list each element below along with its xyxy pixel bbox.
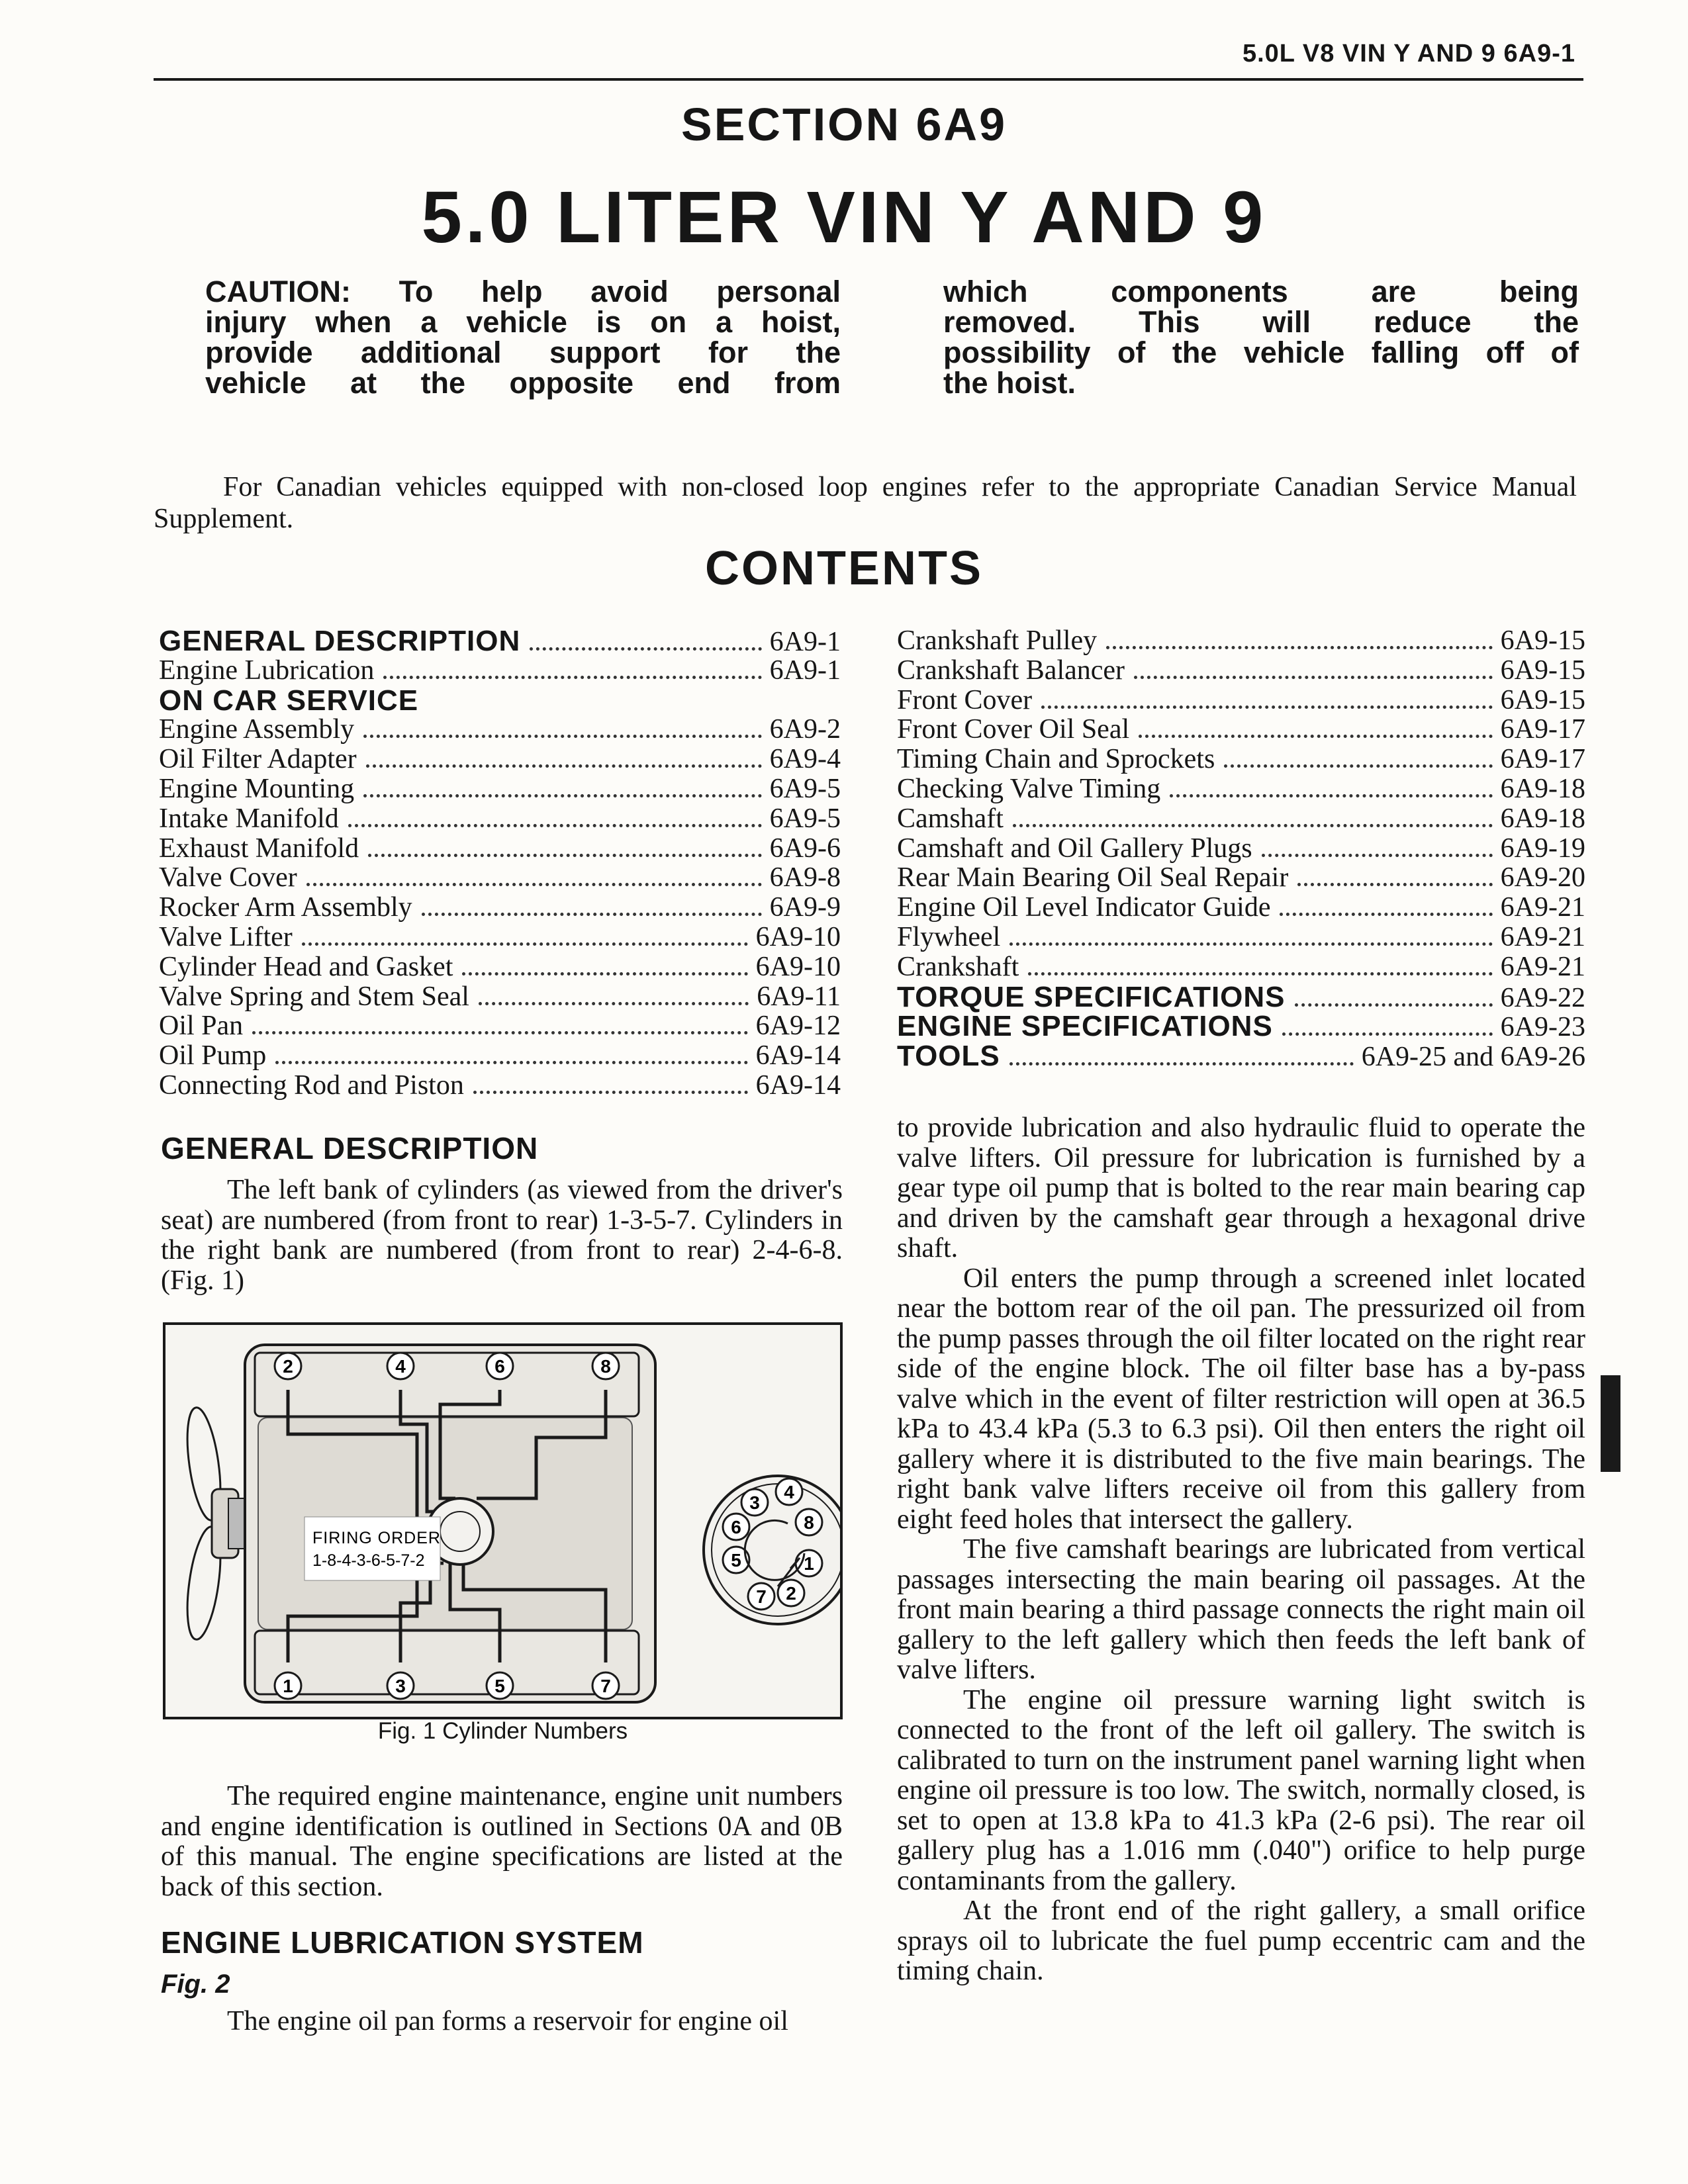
toc-label: Front Cover Oil Seal bbox=[897, 714, 1130, 745]
cylinder-number: 8 bbox=[600, 1356, 611, 1377]
toc-leader-dots bbox=[1295, 1003, 1493, 1007]
toc-leader-dots bbox=[473, 1091, 748, 1094]
cylinder-number: 7 bbox=[600, 1676, 611, 1697]
general-description-heading: GENERAL DESCRIPTION bbox=[161, 1131, 539, 1165]
toc-label: TORQUE SPECIFICATIONS bbox=[897, 980, 1286, 1013]
toc-page: 6A9-18 bbox=[1500, 773, 1585, 804]
cylinder-number: 6 bbox=[494, 1356, 505, 1377]
section-thumb-tab bbox=[1601, 1375, 1620, 1472]
toc-label: Front Cover bbox=[897, 684, 1033, 715]
toc-page: 6A9-6 bbox=[769, 833, 841, 864]
paragraph: The engine oil pressure warning light switch is connected to the front of the left oil gallery. The switch is calibrated to turn on the instrument panel warning light when engine oil pressure is too low. The switch, normally closed, is set to open at 13.8 kPa to 41.3 kPa (2-6 psi). The rear oil gallery plug has a 1.016 mm (.040") orifice to help purge contaminants from the gallery. bbox=[897, 1684, 1585, 1896]
toc-label: Engine Lubrication bbox=[159, 655, 375, 686]
toc-right-column bbox=[897, 625, 1585, 1073]
toc-page: 6A9-17 bbox=[1500, 714, 1585, 745]
toc-page: 6A9-19 bbox=[1500, 833, 1585, 864]
cylinder-number: 8 bbox=[804, 1512, 814, 1533]
toc-page: 6A9-25 and 6A9-26 bbox=[1361, 1042, 1585, 1073]
toc-label: Crankshaft Pulley bbox=[897, 625, 1098, 656]
toc-row bbox=[159, 951, 841, 981]
toc-row bbox=[897, 951, 1585, 981]
toc-label: Valve Cover bbox=[159, 862, 297, 893]
toc-leader-dots bbox=[363, 794, 762, 797]
page-title: 5.0 LITER VIN Y AND 9 bbox=[421, 177, 1267, 258]
toc-page: 6A9-4 bbox=[769, 744, 841, 775]
toc-label: Timing Chain and Sprockets bbox=[897, 744, 1215, 775]
toc-leader-dots bbox=[302, 942, 748, 946]
lubrication-continued bbox=[897, 1113, 1585, 1987]
toc-label: Connecting Rod and Piston bbox=[159, 1069, 464, 1101]
toc-label: Engine Mounting bbox=[159, 773, 355, 804]
figure-caption: Fig. 1 Cylinder Numbers bbox=[377, 1718, 628, 1744]
paragraph: The left bank of cylinders (as viewed from the driver's seat) are numbered (from front to rear) 1-3-5-7. Cylinders in the right bank are numbered (from front to rear) 2-4-6-8. (Fig. 1) bbox=[161, 1175, 843, 1296]
caution-line: injury when a vehicle is on a hoist, bbox=[205, 305, 841, 339]
paragraph: Oil enters the pump through a screened inlet located near the bottom rear of the oil pan. The pressurized oil from the pump passes through the oil filter located on the right rear side of the engine block. The oil filter base has a by-pass valve which in the event of filter restriction will open at 36.5 kPa to 43.4 kPa (5.3 to 6.3 psi). Oil then enters the right oil gallery where it is distributed to the five main bearings. The right bank valve lifters receive oil from this gallery from eight feed holes that intersect the gallery. bbox=[897, 1263, 1585, 1535]
toc-label: ON CAR SERVICE bbox=[159, 684, 419, 717]
toc-label: Rear Main Bearing Oil Seal Repair bbox=[897, 862, 1289, 893]
toc-leader-dots bbox=[422, 913, 762, 916]
toc-leader-dots bbox=[1013, 824, 1493, 827]
toc-leader-dots bbox=[1282, 1032, 1493, 1036]
toc-page: 6A9-15 bbox=[1500, 655, 1585, 686]
firing-order-value: 1-8-4-3-6-5-7-2 bbox=[312, 1551, 425, 1570]
paragraph: The five camshaft bearings are lubricated from vertical passages intersecting the main bearing oil passages. At the front main bearing a third passage connects the right main oil gallery to the left gallery which then feeds the left bank of valve lifters. bbox=[897, 1534, 1585, 1685]
toc-label: Oil Pan bbox=[159, 1011, 244, 1042]
toc-leader-dots bbox=[366, 764, 762, 768]
toc-leader-dots bbox=[383, 676, 761, 679]
toc-label: Valve Lifter bbox=[159, 921, 293, 952]
toc-row bbox=[897, 625, 1585, 655]
caution-line: CAUTION: To help avoid personal bbox=[205, 275, 841, 308]
toc-label: Crankshaft Balancer bbox=[897, 655, 1125, 686]
toc-page: 6A9-10 bbox=[755, 951, 841, 982]
toc-page: 6A9-5 bbox=[769, 773, 841, 804]
toc-leader-dots bbox=[479, 1002, 749, 1005]
cylinder-number: 1 bbox=[804, 1553, 814, 1574]
toc-label: Oil Pump bbox=[159, 1040, 267, 1071]
toc-leader-dots bbox=[275, 1061, 747, 1064]
toc-leader-dots bbox=[1224, 764, 1492, 768]
figure-reference: Fig. 2 bbox=[161, 1970, 230, 1999]
toc-row bbox=[159, 803, 841, 833]
firing-order-label: FIRING ORDER bbox=[312, 1529, 441, 1547]
toc-label: Intake Manifold bbox=[159, 803, 339, 834]
toc-row bbox=[159, 891, 841, 921]
toc-row bbox=[897, 862, 1585, 891]
toc-row bbox=[159, 655, 841, 684]
cylinder-number: 5 bbox=[494, 1676, 505, 1697]
toc-leader-dots bbox=[1297, 883, 1492, 886]
toc-leader-dots bbox=[1280, 913, 1492, 916]
general-description-text bbox=[161, 1175, 843, 1296]
toc-row bbox=[897, 713, 1585, 743]
toc-row bbox=[897, 981, 1585, 1011]
toc-row bbox=[897, 803, 1585, 833]
paragraph: The required engine maintenance, engine unit numbers and engine identification is outlined in Sections 0A and 0B of this manual. The engine specifications are listed at the back of this section. bbox=[161, 1781, 843, 1902]
toc-page: 6A9-22 bbox=[1500, 982, 1585, 1013]
pulley-hub-icon bbox=[228, 1498, 246, 1549]
toc-leader-dots bbox=[1041, 705, 1493, 709]
toc-page: 6A9-11 bbox=[757, 981, 841, 1012]
canadian-note: For Canadian vehicles equipped with non-closed loop engines refer to the appropriate Canadian Service Manual Supplement. bbox=[154, 472, 1577, 534]
toc-row bbox=[897, 1010, 1585, 1043]
toc-label: Engine Oil Level Indicator Guide bbox=[897, 892, 1271, 923]
cylinder-number: 3 bbox=[749, 1492, 760, 1514]
caution-line: which components are being bbox=[943, 275, 1579, 308]
toc-label: Cylinder Head and Gasket bbox=[159, 951, 453, 982]
lubrication-heading: ENGINE LUBRICATION SYSTEM bbox=[161, 1925, 644, 1960]
toc-leader-dots bbox=[462, 972, 747, 976]
toc-leader-dots bbox=[1009, 942, 1492, 946]
toc-page: 6A9-21 bbox=[1500, 892, 1585, 923]
toc-label: Camshaft bbox=[897, 803, 1004, 834]
toc-leader-dots bbox=[306, 883, 762, 886]
toc-page: 6A9-10 bbox=[755, 921, 841, 952]
toc-row bbox=[159, 921, 841, 951]
toc-page: 6A9-1 bbox=[769, 655, 841, 686]
cylinder-number: 3 bbox=[395, 1676, 406, 1697]
caution-right-column bbox=[943, 277, 1579, 398]
toc-row bbox=[897, 773, 1585, 803]
toc-row bbox=[897, 1040, 1585, 1073]
toc-label: Exhaust Manifold bbox=[159, 833, 359, 864]
toc-leader-dots bbox=[1106, 646, 1493, 649]
toc-row bbox=[159, 743, 841, 773]
toc-page: 6A9-2 bbox=[769, 714, 841, 745]
toc-row bbox=[159, 1040, 841, 1069]
toc-page: 6A9-23 bbox=[1500, 1012, 1585, 1043]
cylinder-number: 1 bbox=[283, 1676, 293, 1697]
caution-left-column bbox=[205, 277, 841, 398]
firing-order-box bbox=[305, 1517, 440, 1580]
toc-label: ENGINE SPECIFICATIONS bbox=[897, 1010, 1273, 1043]
toc-leader-dots bbox=[252, 1031, 748, 1034]
cylinder-number: 7 bbox=[756, 1586, 767, 1608]
toc-label: Oil Filter Adapter bbox=[159, 744, 357, 775]
toc-label: Engine Assembly bbox=[159, 714, 355, 745]
toc-page: 6A9-9 bbox=[769, 892, 841, 923]
caution-line: the hoist. bbox=[943, 366, 1076, 400]
toc-label: Crankshaft bbox=[897, 951, 1019, 982]
toc-page: 6A9-14 bbox=[755, 1040, 841, 1071]
toc-row bbox=[159, 773, 841, 803]
toc-leader-dots bbox=[1262, 854, 1493, 857]
toc-leader-dots bbox=[348, 824, 762, 827]
toc-left-column bbox=[159, 625, 841, 1099]
contents-title: CONTENTS bbox=[705, 542, 983, 595]
lubrication-intro bbox=[161, 2007, 843, 2037]
toc-leader-dots bbox=[530, 647, 761, 651]
cylinder-number: 6 bbox=[731, 1517, 741, 1538]
toc-row bbox=[897, 684, 1585, 714]
toc-page: 6A9-21 bbox=[1500, 921, 1585, 952]
paragraph: to provide lubrication and also hydraulic fluid to operate the valve lifters. Oil pressure for lubrication is furnished by a gear type oil pump that is bolted to the rear main bearing cap and driven by the camshaft gear through a hexagonal drive shaft. bbox=[897, 1113, 1585, 1263]
toc-label: Rocker Arm Assembly bbox=[159, 892, 412, 923]
running-header: 5.0L V8 VIN Y AND 9 6A9-1 bbox=[1242, 40, 1575, 68]
toc-leader-dots bbox=[368, 854, 762, 857]
toc-label: Flywheel bbox=[897, 921, 1001, 952]
cylinder-number: 5 bbox=[731, 1550, 741, 1571]
toc-leader-dots bbox=[1139, 735, 1493, 738]
caution-line: vehicle at the opposite end from bbox=[205, 366, 841, 400]
toc-label: Valve Spring and Stem Seal bbox=[159, 981, 469, 1012]
cylinder-diagram bbox=[165, 1325, 840, 1717]
section-title: SECTION 6A9 bbox=[681, 99, 1007, 150]
toc-leader-dots bbox=[1170, 794, 1492, 797]
toc-label: TOOLS bbox=[897, 1040, 1000, 1073]
toc-page: 6A9-15 bbox=[1500, 684, 1585, 715]
toc-page: 6A9-8 bbox=[769, 862, 841, 893]
toc-page: 6A9-1 bbox=[769, 627, 841, 657]
cylinder-number: 2 bbox=[283, 1356, 293, 1377]
toc-page: 6A9-17 bbox=[1500, 744, 1585, 775]
toc-row bbox=[897, 743, 1585, 773]
toc-page: 6A9-12 bbox=[755, 1011, 841, 1042]
toc-row bbox=[897, 833, 1585, 862]
cylinder-diagram-figure bbox=[163, 1322, 843, 1719]
toc-row bbox=[159, 862, 841, 891]
toc-row bbox=[159, 684, 841, 717]
toc-row bbox=[897, 891, 1585, 921]
cylinder-number: 4 bbox=[784, 1482, 794, 1503]
caution-line: possibility of the vehicle falling off of bbox=[943, 336, 1579, 369]
toc-row bbox=[159, 1010, 841, 1040]
toc-label: Camshaft and Oil Gallery Plugs bbox=[897, 833, 1252, 864]
toc-leader-dots bbox=[1134, 676, 1493, 679]
toc-page: 6A9-5 bbox=[769, 803, 841, 834]
toc-leader-dots bbox=[363, 735, 762, 738]
toc-row bbox=[897, 655, 1585, 684]
caution-line: provide additional support for the bbox=[205, 336, 841, 369]
toc-page: 6A9-15 bbox=[1500, 625, 1585, 656]
toc-row bbox=[159, 1069, 841, 1099]
caution-line: removed. This will reduce the bbox=[943, 305, 1579, 339]
toc-row bbox=[159, 833, 841, 862]
toc-leader-dots bbox=[1009, 1062, 1354, 1066]
maintenance-text bbox=[161, 1782, 843, 1902]
cylinder-number: 2 bbox=[786, 1583, 796, 1604]
toc-row bbox=[159, 981, 841, 1011]
cylinder-number: 4 bbox=[395, 1356, 406, 1377]
toc-page: 6A9-18 bbox=[1500, 803, 1585, 834]
toc-label: Checking Valve Timing bbox=[897, 773, 1161, 804]
toc-leader-dots bbox=[1028, 972, 1492, 976]
toc-page: 6A9-20 bbox=[1500, 862, 1585, 893]
toc-row bbox=[897, 921, 1585, 951]
header-rule bbox=[154, 78, 1583, 81]
toc-row bbox=[159, 713, 841, 743]
paragraph: The engine oil pan forms a reservoir for engine oil bbox=[227, 2006, 788, 2036]
toc-row bbox=[159, 625, 841, 655]
paragraph: At the front end of the right gallery, a small orifice sprays oil to lubricate the fuel pump eccentric cam and the timing chain. bbox=[897, 1895, 1585, 1986]
toc-page: 6A9-21 bbox=[1500, 951, 1585, 982]
toc-label: GENERAL DESCRIPTION bbox=[159, 625, 521, 657]
toc-page: 6A9-14 bbox=[755, 1069, 841, 1101]
